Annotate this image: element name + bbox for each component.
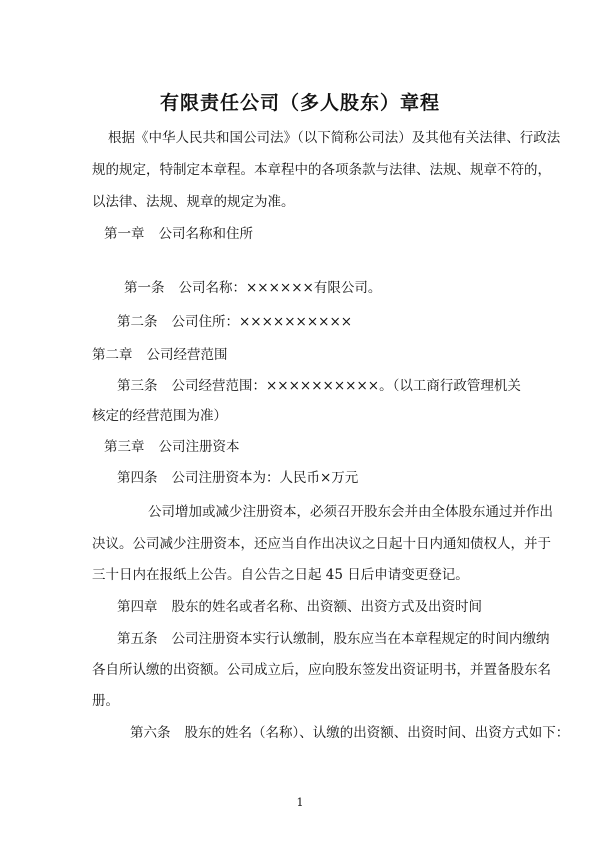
article-5-line-1: 公司注册资本实行认缴制，股东应当在本章程规定的时间内缴纳 [171, 631, 550, 647]
article-2-number: 第二条 [117, 314, 158, 330]
chapter-3-number: 第三章 [104, 439, 145, 455]
article-1-text: 公司名称：××××××有限公司。 [178, 280, 382, 296]
article-2-text: 公司住所：×××××××××× [171, 314, 353, 330]
chapter-4-heading [117, 598, 482, 616]
article-2 [117, 313, 352, 331]
chapter-1-heading [104, 225, 253, 243]
document-title: 有限责任公司（多人股东）章程 [159, 92, 440, 114]
chapter-4-title: 股东的姓名或者名称、出资额、出资方式及出资时间 [171, 599, 482, 615]
article-6 [130, 724, 569, 742]
page-number: 1 [296, 796, 304, 809]
article-4 [117, 469, 358, 487]
article-4-text: 公司注册资本为：人民币×万元 [171, 470, 359, 486]
chapter-3-title: 公司注册资本 [158, 439, 240, 455]
article-4-paragraph-line-1: 公司增加或减少注册资本，必须召开股东会并由全体股东通过并作出 [148, 504, 553, 520]
chapter-2-number: 第二章 [92, 347, 133, 363]
article-4-paragraph-line-3: 三十日内在报纸上公告。自公告之日起 45 日后申请变更登记。 [92, 567, 469, 583]
chapter-3-heading [104, 438, 240, 456]
article-1 [124, 279, 381, 297]
chapter-2-heading [92, 346, 228, 364]
chapter-1-number: 第一章 [104, 226, 145, 242]
intro-line-3: 以法律、法规、规章的规定为准。 [92, 194, 295, 210]
chapter-4-number: 第四章 [117, 599, 158, 615]
chapter-2-title: 公司经营范围 [146, 347, 228, 363]
article-6-number: 第六条 [130, 725, 171, 741]
article-3-line-2: 核定的经营范围为准） [92, 408, 227, 424]
article-6-text: 股东的姓名（名称）、认缴的出资额、出资时间、出资方式如下： [184, 725, 570, 741]
article-5 [117, 630, 550, 648]
article-5-number: 第五条 [117, 631, 158, 647]
article-3 [117, 377, 521, 395]
article-1-number: 第一条 [124, 280, 165, 296]
intro-line-1: 根据《中华人民共和国公司法》（以下简称公司法）及其他有关法律、行政法 [108, 130, 561, 146]
article-5-line-3: 册。 [92, 693, 119, 709]
intro-line-2: 规的规定，特制定本章程。本章程中的各项条款与法律、法规、规章不符的， [92, 162, 551, 178]
chapter-1-title: 公司名称和住所 [158, 226, 253, 242]
article-3-number: 第三条 [117, 378, 158, 394]
article-5-line-2: 各自所认缴的出资额。公司成立后，应向股东签发出资证明书，并置备股东名 [92, 662, 551, 678]
article-4-paragraph-line-2: 决议。公司减少注册资本，还应当自作出决议之日起十日内通知债权人，并于 [92, 536, 551, 552]
article-3-line-1: 公司经营范围：××××××××××。（以工商行政管理机关 [171, 378, 521, 394]
article-4-number: 第四条 [117, 470, 158, 486]
